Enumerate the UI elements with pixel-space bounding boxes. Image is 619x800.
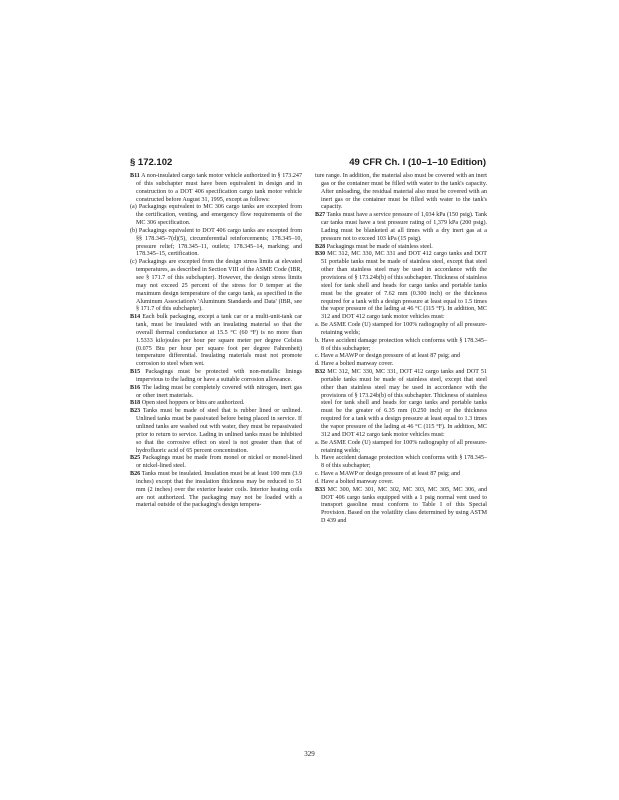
provision-text: Tanks must be insulated. Insulation must be at least 100 mm (3.9 inches) except that the insulation thickness may be reduced to 51 mm (2 inches) over the exterior heater coils. Interior heating coils are not authorized. The packaging may not be loaded with a material outside of the packaging's design tempera- [136,471,302,509]
left-column [130,173,302,510]
provision-text: MC 312, MC 330, MC 331 and DOT 412 cargo tanks and DOT 51 portable tanks must be made of stainless steel, except that steel other than stainless steel may be used in accordance with the provisions of § 173.24b(b) of this subchapter. Thickness of stainless steel for tank shell and heads for cargo tanks and portable tanks must be the greater of 7.62 mm (0.300 inch) or the thickness required for a tank with a design pressure at least equal to 1.5 times the vapor pressure of the lading at 46 °C (115 °F). In addition, MC 312 and DOT 412 cargo tank motor vehicles must: [321,251,487,321]
provision-paragraph [130,173,302,204]
provision-text: Packagings must be protected with non-metallic linings impervious to the lading or have a suitable corrosion allowance. [136,369,303,383]
provision-paragraph [130,408,302,455]
provision-code: B27 [315,212,326,219]
header-title: 49 CFR Ch. I (10–1–10 Edition) [349,157,486,168]
provision-text: ture range. In addition, the material also must be covered with an inert gas or the container must be filled with water to the tank's capacity. After unloading, the residual material also must be covered with an inert gas or the container must be filled with water to the tank's capacity. [315,173,487,211]
page-number: 329 [304,750,315,758]
provision-text: MC 300, MC 301, MC 302, MC 303, MC 305, MC 306, and DOT 406 cargo tanks equipped with a 1 psig normal vent used to transport gasoline must conform to Table I of this Special Provision. Based on the volatility class determined by using ASTM D 439 and [321,486,487,525]
provision-paragraph [130,369,302,385]
provision-paragraph [315,251,487,322]
provision-code: B16 [130,384,141,391]
provision-paragraph [130,204,302,228]
running-header [130,157,486,171]
provision-text: Packagings must be made of stainless steel. [326,243,433,250]
provision-paragraph [315,361,487,369]
provision-text: a. Be ASME Code (U) stamped for 100% radiography of all pressure-retaining welds; [315,439,487,454]
provision-paragraph [315,369,487,440]
provision-paragraph [315,353,487,361]
provision-text: The lading must be completely covered with nitrogen, inert gas or other inert materials. [136,384,302,399]
provision-text: Open steel hoppers or bins are authorized. [141,400,245,407]
provision-paragraph [130,385,302,401]
provision-paragraph [315,440,487,456]
provision-paragraph [315,471,487,479]
provision-code: B32 [315,369,326,376]
provision-text: A non-insulated cargo tank motor vehicle authorized in § 173.247 of this subchapter must have been equivalent in design and in construction to a DOT 406 specification cargo tank motor vehicle constructed before August 31, 1995, except as follows: [136,173,303,203]
provision-paragraph [130,455,302,471]
provision-text: Tanks must be made of steel that is rubber lined or unlined. Unlined tanks must be passivated before being placed in service. If unlined tanks are washed out with water, they must be repassivated prior to return to service. Lading in unlined tanks must be inhibited so that the corrosive effect on steel is not greater than that of hydrofluoric acid of 65 percent concentration. [136,408,302,454]
provision-text: MC 312, MC 330, MC 331, DOT 412 cargo tanks and DOT 51 portable tanks must be made of stainless steel, except that steel other than stainless steel may be used in accordance with the provisions of § 173.24b(b) of this subchapter. Thickness of stainless steel for tank shell and heads for cargo tanks and portable tanks must be the greater of 6.35 mm (0.250 inch) or the thickness required for a tank with a design pressure at least equal to 1.3 times the vapor pressure of the lading at 46 °C (115 °F). In addition, MC 312 and DOT 412 cargo tank motor vehicles must: [321,369,487,438]
provision-text: Packagings must be made from monel or nickel or monel-lined or nickel-lined steel. [136,455,302,470]
provision-text: a. Be ASME Code (U) stamped for 100% radiography of all pressure-retaining welds; [315,322,487,336]
provision-paragraph [130,314,302,369]
provision-text: d. Have a bolted manway cover. [315,478,394,485]
provision-paragraph [315,455,487,471]
provision-paragraph [315,212,487,243]
provision-code: B18 [130,400,141,407]
provision-paragraph [315,244,487,252]
provision-text: Tanks must have a service pressure of 1,034 kPa (150 psig). Tank car tanks must have a test pressure rating of 1,379 kPa (200 psig). Lading must be blanketed at all times with a dry inert gas at a pressure not to exceed 103 kPa (15 psig). [321,212,487,242]
provision-code: B11 [130,173,140,179]
provision-text: b. Have accident damage protection which conforms with § 178.345–8 of this subchapter; [315,337,487,352]
provision-paragraph [315,322,487,338]
provision-code: B33 [315,486,326,493]
right-column [315,173,487,526]
section-number: § 172.102 [130,157,173,168]
provision-text: d. Have a bolted manway cover. [315,361,394,368]
provision-text: (c) Packagings are excepted from the design stress limits at elevated temperatures, as described in Section VIII of the ASME Code (IBR, see § 171.7 of this subchapter). However, the design stress limits may not exceed 25 percent of the stress for 0 temper at the maximum design temperature of the cargo tank, as specified in the Aluminum Association's 'Aluminum Standards and Data' (IBR, see § 171.7 of this subchapter). [130,259,302,313]
provision-code: B30 [315,251,326,258]
provision-paragraph [315,487,487,526]
provision-paragraph [315,338,487,354]
provision-text: b. Have accident damage protection which conforms with § 178.345–8 of this subchapter; [315,455,487,470]
provision-text: (b) Packagings equivalent to DOT 406 cargo tanks are excepted from §§ 178.345–7(d)(5), circumferential reinforcements; 178.345–10, pressure relief; 178.345–11, outlets; 178.345–14, marking; and 178.345–15, certification. [130,227,302,258]
provision-code: B23 [130,408,141,415]
provision-code: B26 [130,471,141,478]
provision-code: B14 [130,314,141,321]
provision-paragraph [315,479,487,487]
provision-text: c. Have a MAWP or design pressure of at least 87 psig; and [315,471,460,478]
provision-code: B25 [130,455,141,462]
provision-paragraph [315,173,487,212]
provision-text: Each bulk packaging, except a tank car or a multi-unit-tank car tank, must be insulated with an insulating material so that the overall thermal conductance at 15.5 °C (60 °F) is no more than 1.5333 kilojoules per hour per square meter per degree Celsius (0.075 Btu per hour per square foot per degree Fahrenheit) temperature differential. Insulating materials must not promote corrosion to steel when wet. [136,314,302,368]
provision-paragraph [130,259,302,314]
provision-code: B15 [130,369,141,376]
provision-text: (a) Packagings equivalent to MC 306 cargo tanks are excepted from the certification, venting, and emergency flow requirements of the MC 306 specification. [130,204,302,227]
provision-text: c. Have a MAWP or design pressure of at least 87 psig; and [315,353,460,360]
provision-code: B28 [315,243,326,250]
provision-paragraph [130,471,302,510]
provision-paragraph [130,228,302,259]
